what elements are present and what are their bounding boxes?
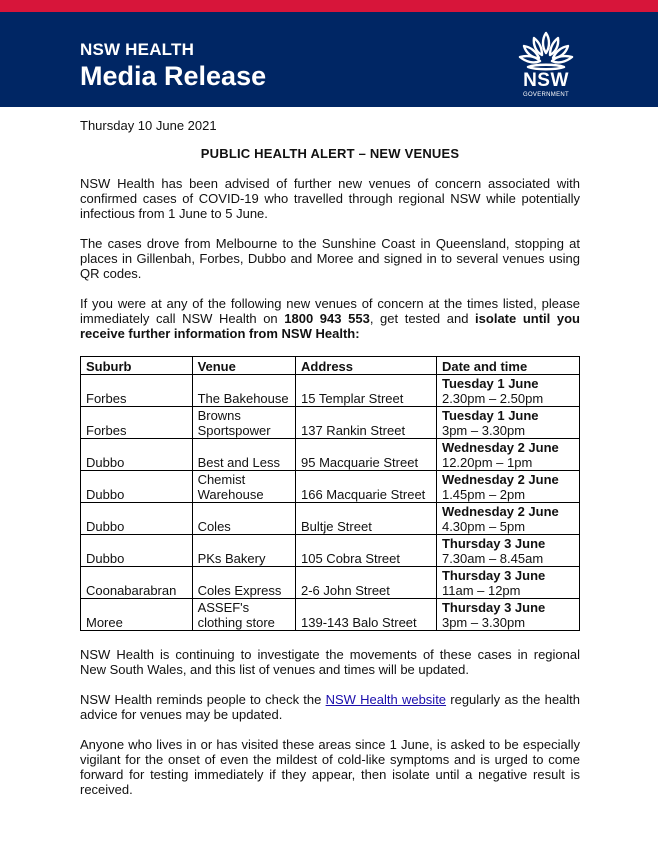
cell-address: 139-143 Balo Street [296, 599, 437, 631]
table-row [81, 503, 580, 535]
cell-time: 7.30am – 8.45am [441, 551, 544, 566]
cell-day: Thursday 3 June [441, 536, 546, 551]
cell-time: 4.30pm – 5pm [441, 519, 526, 534]
header-kicker: NSW HEALTH [80, 40, 195, 59]
paragraph-5-text-a: NSW Health reminds people to check the [80, 692, 326, 707]
cell-venue: Browns Sportspower [192, 407, 295, 439]
paragraph-3 [80, 296, 580, 341]
cell-suburb: Dubbo [81, 535, 193, 567]
cell-date-time [436, 599, 579, 631]
table-row [81, 439, 580, 471]
cell-day: Thursday 3 June [441, 600, 546, 615]
table-row [81, 471, 580, 503]
cell-address: 105 Cobra Street [296, 535, 437, 567]
header-title: Media Release [80, 61, 267, 91]
cell-address: 95 Macquarie Street [296, 439, 437, 471]
logo-text: NSW [523, 70, 569, 91]
paragraph-6: Anyone who lives in or has visited these areas since 1 June, is asked to be especially vigilant for the onset of even the mildest of cold-like symptoms and is urged to come forward for testing immediately if they appear, then isolate until a negative result is received. [80, 737, 580, 797]
cell-day: Tuesday 1 June [441, 408, 539, 423]
paragraph-3-text-a: If you were at any of the following new venues of concern at the times listed, please immediately call NSW Health on [80, 296, 580, 326]
cell-address: Bultje Street [296, 503, 437, 535]
cell-address: 166 Macquarie Street [296, 471, 437, 503]
table-header-row [81, 357, 580, 375]
cell-date-time [436, 503, 579, 535]
paragraph-5-text-b: regularly as the health advice for venues may be updated. [80, 692, 581, 722]
cell-address: 137 Rankin Street [296, 407, 437, 439]
cell-day: Tuesday 1 June [441, 376, 539, 391]
cell-suburb: Forbes [81, 375, 193, 407]
table-row [81, 535, 580, 567]
cell-venue: ASSEF's clothing store [192, 599, 295, 631]
table-row [81, 567, 580, 599]
cell-date-time [436, 407, 579, 439]
cell-date-time [436, 471, 579, 503]
cell-date-time [436, 567, 579, 599]
cell-time: 1.45pm – 2pm [441, 487, 526, 502]
cell-day: Thursday 3 June [441, 568, 546, 583]
nsw-health-website-link[interactable]: NSW Health website [325, 692, 447, 707]
paragraph-4: NSW Health is continuing to investigate the movements of these cases in regional New South Wales, and this list of venues and times will be updated. [80, 647, 580, 677]
cell-date-time [436, 375, 579, 407]
paragraph-2: The cases drove from Melbourne to the Sunshine Coast in Queensland, stopping at places in Gillenbah, Forbes, Dubbo and Moree and signed in to several venues using QR codes. [80, 236, 580, 281]
cell-venue: Coles [192, 503, 295, 535]
paragraph-3-text-b: , get tested and [369, 311, 476, 326]
release-body [80, 118, 580, 812]
venues-table [80, 356, 580, 631]
isolation-instruction: isolate until you receive further information from NSW Health: [80, 311, 580, 341]
cell-suburb: Forbes [81, 407, 193, 439]
nsw-government-logo [514, 29, 578, 105]
cell-venue: PKs Bakery [192, 535, 295, 567]
release-date: Thursday 10 June 2021 [80, 118, 217, 133]
cell-venue: The Bakehouse [192, 375, 295, 407]
column-header-venue: Venue [192, 357, 295, 375]
cell-address: 2-6 John Street [296, 567, 437, 599]
cell-venue: Coles Express [192, 567, 295, 599]
cell-suburb: Dubbo [81, 503, 193, 535]
release-headline: PUBLIC HEALTH ALERT – NEW VENUES [200, 146, 460, 161]
cell-time: 11am – 12pm [441, 583, 521, 598]
cell-date-time [436, 535, 579, 567]
hotline-number: 1800 943 553 [284, 311, 370, 326]
cell-suburb: Coonabarabran [81, 567, 193, 599]
table-row [81, 407, 580, 439]
table-row [81, 599, 580, 631]
cell-address: 15 Templar Street [296, 375, 437, 407]
table-row [81, 375, 580, 407]
cell-suburb: Dubbo [81, 439, 193, 471]
cell-time: 3pm – 3.30pm [441, 615, 526, 630]
paragraph-5 [80, 692, 580, 722]
column-header-suburb: Suburb [81, 357, 193, 375]
waratah-icon [514, 29, 578, 73]
page-header [0, 12, 658, 107]
cell-suburb: Moree [81, 599, 193, 631]
top-accent-bar [0, 0, 658, 12]
cell-venue: Chemist Warehouse [192, 471, 295, 503]
cell-time: 12.20pm – 1pm [441, 455, 533, 470]
cell-date-time [436, 439, 579, 471]
cell-time: 2.30pm – 2.50pm [441, 391, 544, 406]
column-header-date-time: Date and time [436, 357, 579, 375]
cell-day: Wednesday 2 June [441, 472, 559, 487]
column-header-address: Address [296, 357, 437, 375]
cell-time: 3pm – 3.30pm [441, 423, 526, 438]
cell-suburb: Dubbo [81, 471, 193, 503]
cell-day: Wednesday 2 June [441, 504, 559, 519]
cell-day: Wednesday 2 June [441, 440, 559, 455]
brand-block [80, 40, 266, 91]
cell-venue: Best and Less [192, 439, 295, 471]
logo-subtext: GOVERNMENT [522, 92, 569, 98]
paragraph-1: NSW Health has been advised of further new venues of concern associated with confirmed cases of COVID-19 who travelled through regional NSW while potentially infectious from 1 June to 5 June. [80, 176, 580, 221]
